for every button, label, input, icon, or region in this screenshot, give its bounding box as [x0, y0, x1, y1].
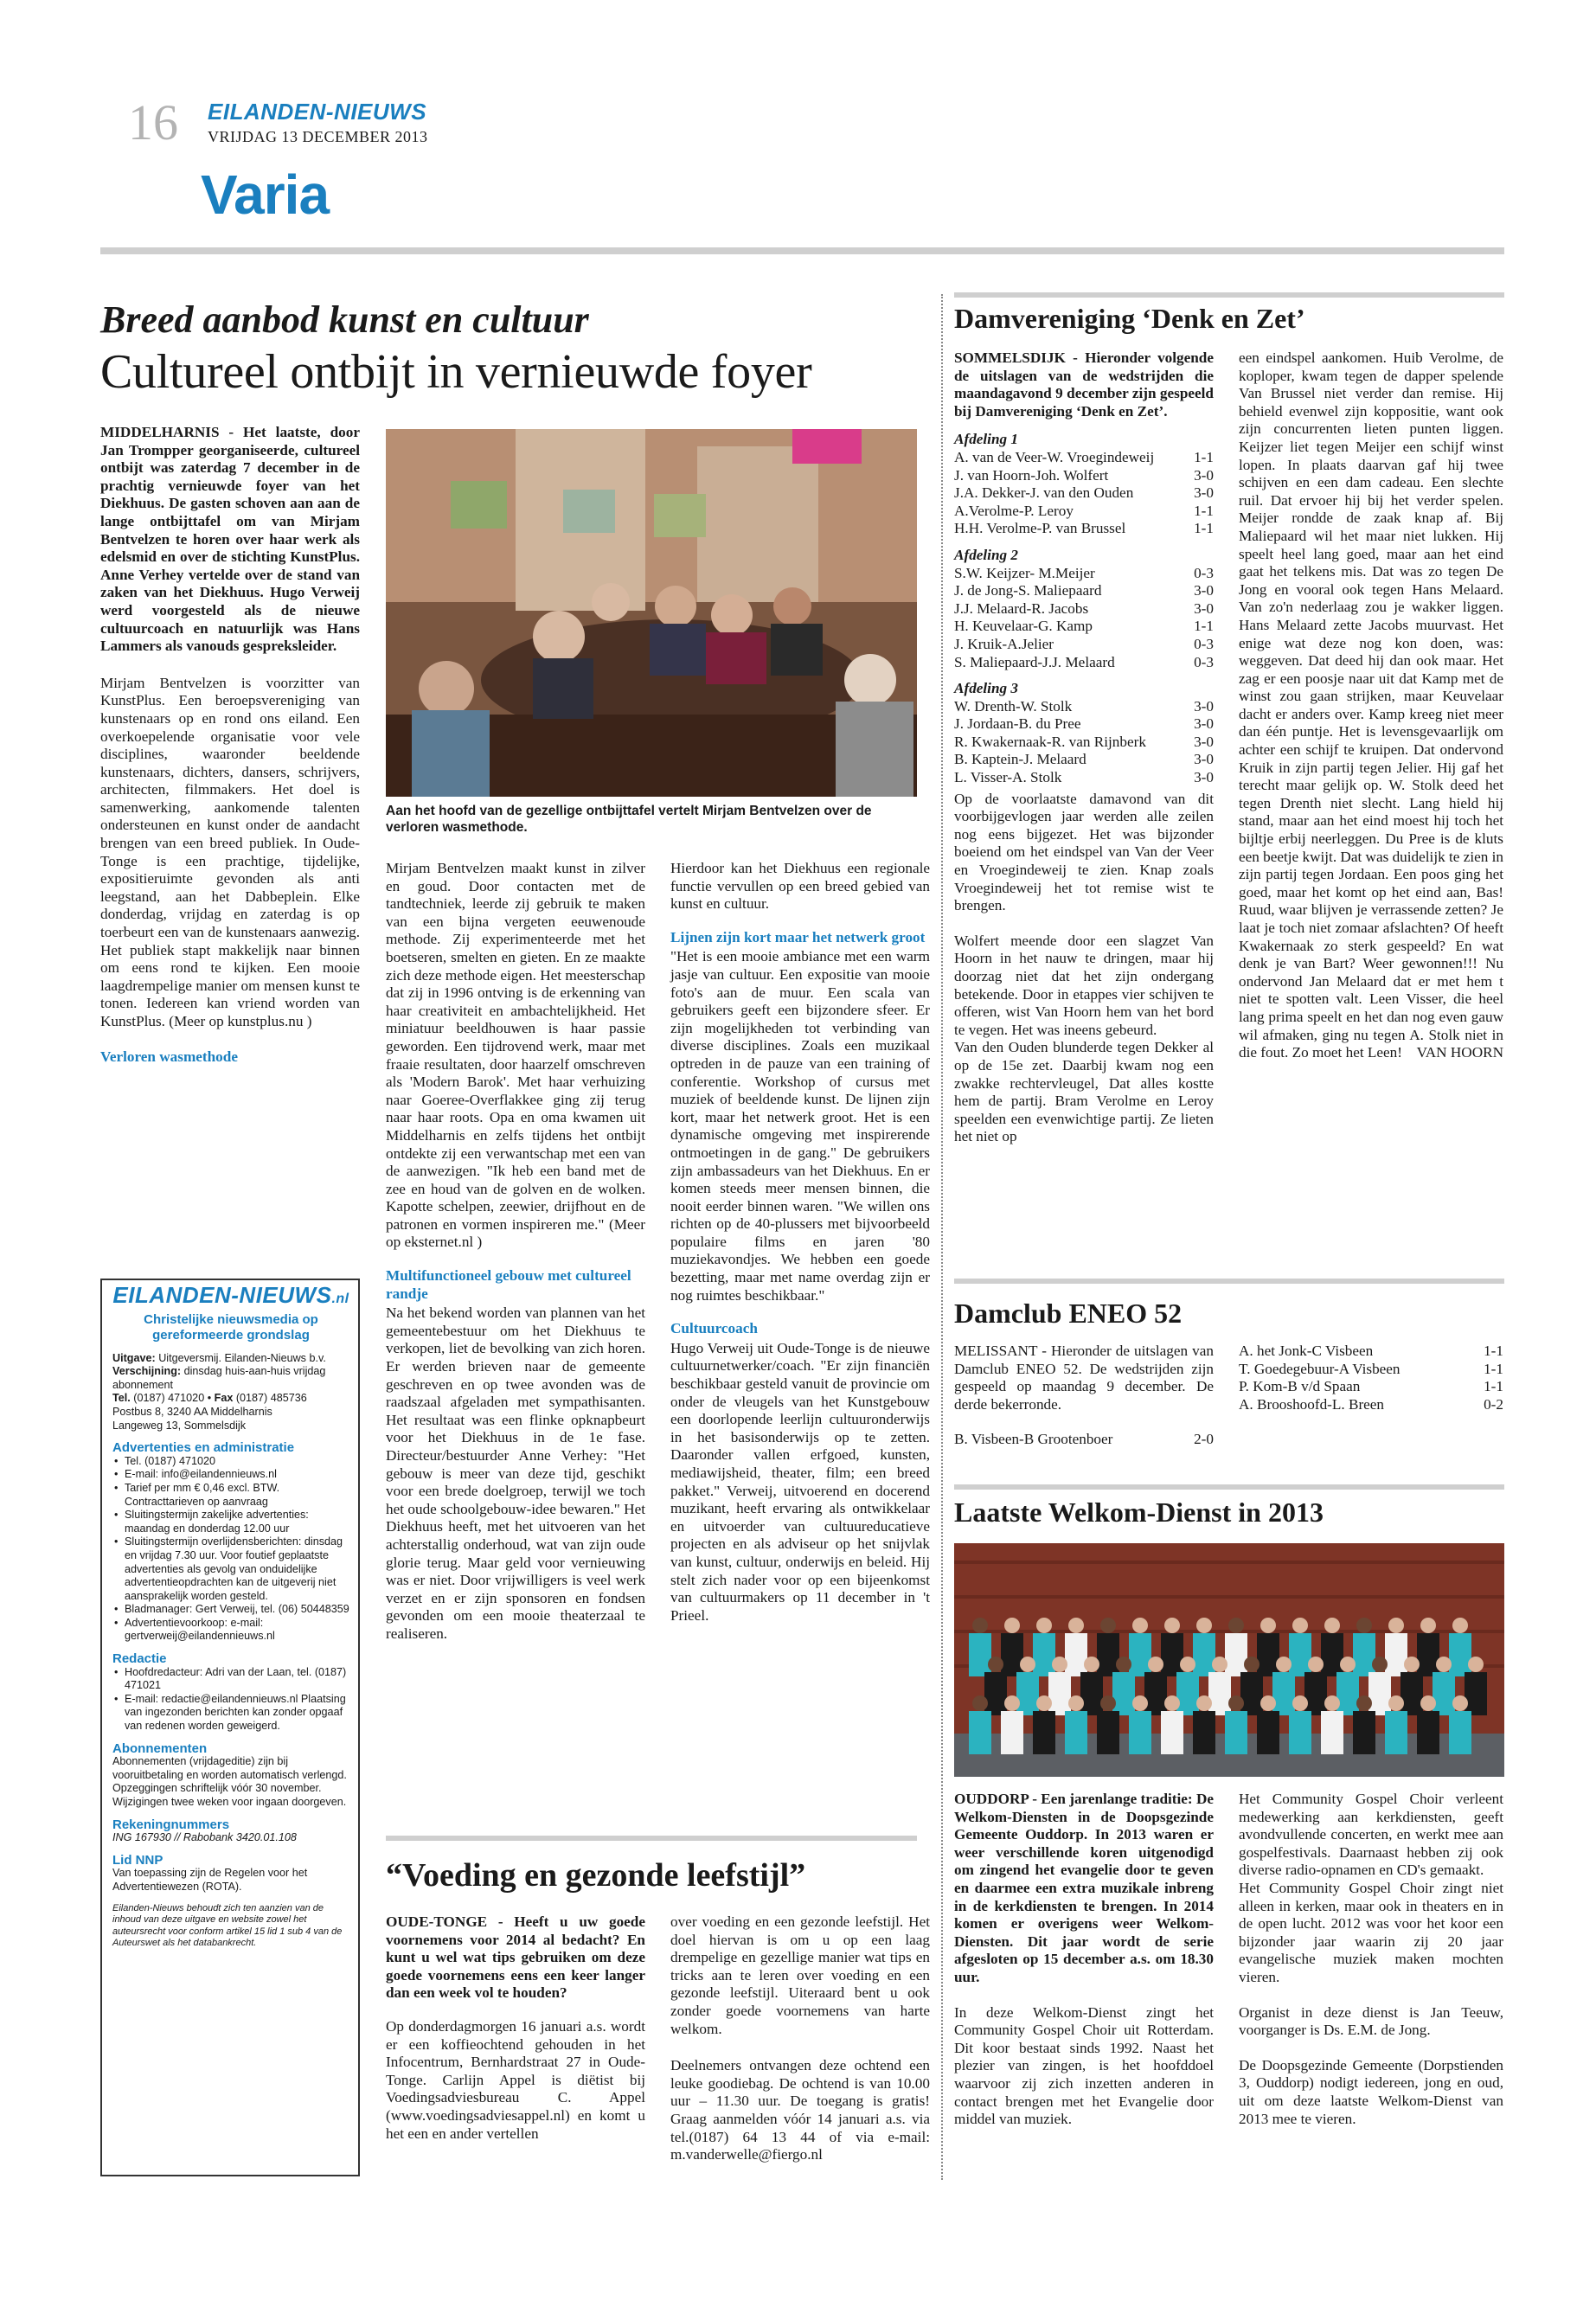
article-body: Mirjam Bentvelzen is voorzitter van KunstPlus. Een beroepsvereniging van kunstenaars op en rond ons eiland. Een overkoepelende organisatie voor vele disciplines, waaronder beeldende kunstenaars, dichters, dansers, schrijvers, architecten, filmmakers. Het doel is samenwerking, aankomende talenten ondersteunen en kunst onder de aandacht brengen van een breed publiek. In Oude-Tonge is een prachtige, tijdelijke, expositieruimte gevonden als anti leegstand, aan het Dabbeplein. Elke donderdag, vrijdag en zaterdag is op toerbeurt een van de kunstenaars aanwezig. Het publiek stapt makkelijk naar binnen om eens rond te kijken. Een mooie laagdrempelige manier om mensen kunst te tonen. Iedereen kan vriend worden van KunstPlus. (Meer op kunstplus.nu ): [100, 674, 360, 1029]
value: (0187) 485736: [235, 1392, 307, 1405]
welkom-top-rule: [954, 1484, 1504, 1490]
choir-member-body: [1368, 1672, 1391, 1715]
result-players: J. de Jong-S. Maliepaard: [954, 582, 1102, 599]
result-players: B. Kaptein-J. Melaard: [954, 751, 1086, 768]
result-row: [954, 618, 1214, 636]
choir-member-body: [1080, 1672, 1103, 1715]
colophon-heading: Redactie: [112, 1651, 167, 1667]
choir-member-body: [1417, 1633, 1439, 1676]
eneo-headline: Damclub ENEO 52: [954, 1298, 1183, 1329]
choir-member-body: [1225, 1633, 1247, 1676]
choir-member-head: [1372, 1657, 1388, 1672]
result-category: Afdeling 2: [954, 546, 1019, 563]
result-row: [954, 769, 1214, 787]
choir-member-head: [1468, 1657, 1484, 1672]
choir-member-body: [1257, 1711, 1279, 1754]
welkom-body: Het Community Gospel Choir verleent medewerking aan kerkdiensten, geeft avondvullende concerten, en werkt mee aan gospelfestivals. Daarnaast hebben zij ook diverse radio-opnamen en CD's gemaakt.: [1239, 1791, 1503, 1879]
article-lead: MIDDELHARNIS - Het laatste, door Jan Trompper georganiseerde, cultureel ontbijt was zaterdag 7 december in de prachtig vernieuwde foyer van het Diekhuus. De gasten schoven aan aan de lange ontbijttafel om van Mirjam Bentvelzen te horen over haar werk als edelsmid en over de stichting KunstPlus. Anne Verhey vertelde over de stand van zaken van het Diekhuus. Hugo Verweij werd voorgesteld als de nieuwe cultuurcoach en natuurlijk was Hans Lammers als vanouds gespreksleider.: [100, 424, 360, 655]
article2-body: Deelnemers ontvangen deze ochtend een leuke goodiebag. De ochtend is van 10.00 uur – 11.30 uur. De toegang is gratis! Graag aanmelden vóór 14 januari a.s. via tel.(0187) 64 13 44 of via e-mail: m.vanderwelle@fiergo.nl: [670, 2057, 930, 2163]
value: dinsdag huis-aan-huis vrijdag abonnement: [112, 1365, 326, 1391]
article-col-3: [670, 860, 930, 1625]
choir-member-body: [1272, 1672, 1295, 1715]
choir-member-body: [1144, 1672, 1167, 1715]
choir-member-head: [1324, 1695, 1340, 1711]
value: Uitgeversmij. Eilanden-Nieuws b.v.: [158, 1351, 326, 1364]
label: Uitgave:: [112, 1351, 156, 1364]
label: Tel.: [112, 1392, 131, 1405]
result-score: 1-1: [1484, 1378, 1503, 1395]
result-score: 1-1: [1484, 1360, 1503, 1377]
choir-member-head: [1164, 1618, 1180, 1633]
choir-member-body: [1097, 1711, 1119, 1754]
result-score: 0-3: [1194, 564, 1214, 581]
article-body: "Het is een mooie ambiance met een warm jasje van cultuur. Een expositie van mooie foto's aan de muur. Een scala van gebruikers geeft een bijzondere sfeer. Er zijn mogelijkheden tot verbinding van diverse disciplines. Zoals een muzikaal optreden in de pauze van een training of conferentie. Workshop of cursus met muziek of beeldende kunst. De lijnen zijn kort, maar het netwerk groot. Het is een dynamische omgeving met inspirerende ontmoetingen in de gang." De gebruikers zijn ambassadeurs van het Diekhuus. En er komen steeds meer mensen binnen, die nooit eerder binnen waren. "We willen ons richten op de 40-plussers met bijvoorbeeld populaire films en jaren '80 muziekavondjes. We hebben een goede bezetting, maar met name overdag zijn er nog ruimtes beschikbaar.": [670, 948, 930, 1304]
article2-body: over voeding en een gezonde leefstijl. Het doel hiervan is om u op een laag drempelige en gezellige manier wat tips en tricks aan te leren over voeding en een gezonde leefstijl. Uiteraard bent u ook zonder goede voornemens van harte welkom.: [670, 1913, 930, 2037]
choir-member-body: [984, 1672, 1007, 1715]
result-row: [954, 600, 1214, 619]
article-body: Hierdoor kan het Diekhuus een regionale functie vervullen op een breed gebied van kunst en cultuur.: [670, 860, 930, 913]
result-row: [954, 1431, 1214, 1449]
colophon-box: [100, 1279, 360, 2176]
choir-member-body: [1193, 1711, 1215, 1754]
result-row: [954, 449, 1214, 467]
colophon-heading: Abonnementen: [112, 1740, 208, 1756]
result-score: 0-3: [1194, 635, 1214, 652]
choir-member-body: [1033, 1633, 1055, 1676]
choir-member-body: [1353, 1633, 1375, 1676]
eneo-lead: MELISSANT - Hieronder de uitslagen van Damclub ENEO 52. De wedstrijden zijn gespeeld op maandag 9 december. De derde bekerronde.: [954, 1343, 1214, 1413]
label: Verschijning:: [112, 1365, 182, 1378]
choir-member-body: [1161, 1633, 1183, 1676]
choir-member-head: [1004, 1695, 1020, 1711]
choir-member-head: [1452, 1695, 1468, 1711]
result-players: A.Verolme-P. Leroy: [954, 502, 1074, 519]
choir-member-body: [1001, 1633, 1023, 1676]
choir-member-body: [1336, 1672, 1359, 1715]
colophon-tagline: Christelijke nieuwsmedia op gereformeerde grondslag: [144, 1311, 318, 1343]
result-score: 0-3: [1194, 653, 1214, 670]
result-players: J. van Hoorn-Joh. Wolfert: [954, 466, 1109, 484]
result-row: [1239, 1361, 1503, 1379]
choir-member-body: [1385, 1711, 1407, 1754]
list-item: • Sluitingstermijn zakelijke advertenties: maandag en donderdag 12.00 uur: [112, 1509, 349, 1535]
result-score: 3-0: [1194, 715, 1214, 733]
choir-member-body: [1289, 1711, 1311, 1754]
welkom-body: Organist in deze dienst is Jan Teeuw, voorganger is Ds. E.M. de Jong.: [1239, 2003, 1503, 2039]
dam-author: VAN HOORN: [1416, 1044, 1503, 1061]
result-players: J.J. Melaard-R. Jacobs: [954, 599, 1089, 617]
article-body: Mirjam Bentvelzen maakt kunst in zilver en goud. Door contacten met de tandtechniek, leerde zij gebruik te maken van een bijna vergeten eeuwenoude methode. Zij experimenteerde met het boetseren, smelten en gieten. En ze maakte zich deze methode eigen. Het meesterschap dat zij in 1996 ontving is de erkenning van haar creativiteit en ambachtelijkheid. Het miniatuur beeldhouwen is haar passie geworden. Een tijdrovend werk, maar met fraaie resultaten, door haarzelf omschreven als 'Modern Barok'. Met haar verhuizing naar Goeree-Overflakkee ging zij terug naar haar roots. Opa en oma kwamen uit Middelharnis en zelfs tijdens het ontbijt ontdekte zij een verwantschap met een van de aanwezigen. "Ik heb een band met de zee en houd van de golven en de wolken. Kapotte schelpen, zeewier, drijfhout en de patronen en vormen inspireren me." (Meer op eksternet.nl ): [386, 860, 645, 1251]
dam-col-1: [954, 349, 1214, 1146]
colophon-phone: Tel. (0187) 471020 • Fax (0187) 485736: [112, 1392, 307, 1405]
choir-member-body: [969, 1633, 991, 1676]
eneo-results: [954, 1431, 1214, 1449]
choir-member-body: [1465, 1672, 1487, 1715]
dam-headline: Damvereniging ‘Denk en Zet’: [954, 303, 1305, 334]
choir-member-body: [1048, 1672, 1071, 1715]
choir-member-head: [1340, 1657, 1356, 1672]
result-row: [954, 734, 1214, 752]
colophon-uitgave: [112, 1352, 349, 1366]
choir-photo-image: [954, 1543, 1504, 1777]
choir-member-body: [1304, 1672, 1327, 1715]
result-players: A. Brooshoofd-L. Breen: [1239, 1395, 1385, 1413]
choir-member-head: [1052, 1657, 1067, 1672]
result-score: 3-0: [1194, 466, 1214, 484]
choir-member-body: [1449, 1711, 1471, 1754]
colophon-adv-list: [112, 1455, 349, 1644]
dam-lead: SOMMELSDIJK - Hieronder volgende de uitslagen van de wedstrijden die maandagavond 9 december zijn gespeeld bij Damvereniging ‘Denk en Zet’.: [954, 349, 1214, 420]
section-title: Varia: [201, 163, 330, 226]
list-item: • Bladmanager: Gert Verweij, tel. (06) 50448359: [112, 1603, 349, 1617]
result-players: H. Keuvelaar-G. Kamp: [954, 618, 1093, 635]
list-item: • Hoofdredacteur: Adri van der Laan, tel. (0187) 471021: [112, 1666, 349, 1693]
result-score: 1-1: [1194, 618, 1214, 635]
result-players: J.A. Dekker-J. van den Ouden: [954, 484, 1134, 502]
choir-member-head: [1196, 1695, 1212, 1711]
result-row: [954, 636, 1214, 654]
choir-member-body: [1240, 1672, 1263, 1715]
choir-member-head: [1356, 1618, 1372, 1633]
choir-member-head: [1260, 1695, 1276, 1711]
result-row: [954, 582, 1214, 600]
article-subhead: Multifunctioneel gebouw met cultureel randje: [386, 1267, 631, 1302]
choir-member-body: [1193, 1633, 1215, 1676]
article-subhead: Lijnen zijn kort maar het netwerk groot: [670, 928, 926, 945]
choir-member-head: [1404, 1657, 1420, 1672]
choir-member-body: [1321, 1711, 1343, 1754]
choir-member-head: [1228, 1695, 1244, 1711]
welkom-col-2: [1239, 1791, 1503, 2128]
choir-member-head: [1068, 1695, 1084, 1711]
result-row: [954, 654, 1214, 672]
choir-member-body: [1417, 1711, 1439, 1754]
dam-body: Wolfert meende door een slagzet Van Hoorn in het nauw te dringen, maar hij doorzag niet dat het zijn ondergang betekende. Door in etappes vier schijven te offeren, wist Van Hoorn hem van het bord te vegen. Het was ineens gebeurd.: [954, 932, 1214, 1038]
result-score: 1-1: [1484, 1343, 1503, 1359]
result-row: [954, 484, 1214, 503]
colophon-address: Langeweg 13, Sommelsdijk: [112, 1419, 247, 1432]
result-players: L. Visser-A. Stolk: [954, 769, 1062, 786]
choir-member-head: [1212, 1657, 1227, 1672]
choir-member-head: [1388, 1618, 1404, 1633]
eneo-results: [1239, 1343, 1503, 1413]
choir-member-body: [1129, 1711, 1151, 1754]
choir-member-head: [1196, 1618, 1212, 1633]
choir-member-head: [1132, 1618, 1148, 1633]
choir-member-head: [972, 1695, 988, 1711]
choir-member-head: [1228, 1618, 1244, 1633]
choir-member-head: [1084, 1657, 1099, 1672]
result-row: [1239, 1343, 1503, 1361]
result-players: S.W. Keijzer- M.Meijer: [954, 564, 1095, 581]
choir-member-body: [1289, 1633, 1311, 1676]
choir-member-body: [1016, 1672, 1039, 1715]
result-score: 1-1: [1194, 520, 1214, 537]
result-players: B. Visbeen-B Grootenboer: [954, 1431, 1113, 1448]
list-item: • Advertentievoorkoop: e-mail: gertverweij@eilandennieuws.nl: [112, 1617, 349, 1644]
article2-lead: OUDE-TONGE - Heeft u uw goede voornemens voor 2014 al bedacht? En kunt u wel wat tips gebruiken om deze goede voornemens eens een keer langer dan een week vol te houden?: [386, 1913, 645, 2002]
choir-member-head: [1020, 1657, 1035, 1672]
choir-member-body: [1065, 1711, 1087, 1754]
article-headline: Cultureel ontbijt in vernieuwde foyer: [100, 345, 812, 399]
choir-member-head: [1292, 1695, 1308, 1711]
choir-member-body: [1001, 1711, 1023, 1754]
colophon-address: Postbus 8, 3240 AA Middelharnis: [112, 1405, 272, 1418]
choir-member-head: [1116, 1657, 1131, 1672]
choir-member-head: [1004, 1618, 1020, 1633]
choir-member-body: [1257, 1633, 1279, 1676]
list-item: • Tarief per mm € 0,46 excl. BTW. Contracttarieven op aanvraag: [112, 1482, 349, 1509]
colophon-text: Abonnementen (vrijdageditie) zijn bij vooruitbetaling en worden automatisch verlengd. Opzeggingen schriftelijk vóór 30 november. Wijzigingen twee weken voor ingaan doorgeven.: [112, 1755, 347, 1808]
result-score: 3-0: [1194, 751, 1214, 768]
result-row: [954, 503, 1214, 521]
choir-photo: [954, 1543, 1504, 1777]
eneo-col-1: [954, 1343, 1214, 1449]
result-players: J. Jordaan-B. du Pree: [954, 715, 1081, 733]
dam-body: Van den Ouden blunderde tegen Dekker al op de 15e zet. Daarbij kwam nog een zwakke rechtervleugel, Dat alles kostte hem de partij. Bram Verolme en Leroy speelden een evenwichtige partij. Ze lieten het niet op: [954, 1039, 1214, 1145]
result-category: Afdeling 1: [954, 431, 1019, 448]
column-separator: [941, 294, 943, 2180]
result-score: 3-0: [1194, 769, 1214, 786]
result-row: [954, 751, 1214, 769]
colophon-brand-suffix: .nl: [331, 1292, 349, 1306]
result-row: [954, 698, 1214, 716]
result-players: A. van de Veer-W. Vroegindeweij: [954, 448, 1155, 465]
article2-body: Op donderdagmorgen 16 januari a.s. wordt er een koffieochtend gehouden in het Infocentrum, Bernhardstraat 27 in Oude-Tonge. Carlijn Appel is diëtist bij Voedingsadviesbureau C. Appel (www.voedingsadviesappel.nl) en komt u het een en ander vertellen: [386, 2017, 645, 2142]
list-item: • E-mail: redactie@eilandennieuws.nl Plaatsing van ingezonden berichten kan zonder opgaaf van redenen worden geweigerd.: [112, 1693, 349, 1734]
article-subhead: Cultuurcoach: [670, 1320, 758, 1337]
choir-member-body: [1065, 1633, 1087, 1676]
colophon-heading: Rekeningnummers: [112, 1817, 230, 1832]
welkom-body: In deze Welkom-Dienst zingt het Community Gospel Choir uit Rotterdam. Dit koor bestaat sinds 1992. Naast het plezier van zingen, is het hoofddoel waarvoor zij zich inzetten anderen in contact brengen met het Evangelie door middel van muziek.: [954, 2003, 1214, 2128]
choir-member-head: [988, 1657, 1003, 1672]
choir-member-head: [1436, 1657, 1452, 1672]
result-players: A. het Jonk-C Visbeen: [1239, 1343, 1374, 1359]
choir-member-head: [1100, 1618, 1116, 1633]
choir-member-body: [1433, 1672, 1455, 1715]
choir-member-head: [1420, 1618, 1436, 1633]
colophon-redactie-list: [112, 1666, 349, 1734]
choir-member-head: [1324, 1618, 1340, 1633]
welkom-body: De Doopsgezinde Gemeente (Dorpstienden 3, Ouddorp) nodigt iedereen, jong en oud, uit om deze laatste Welkom-Dienst van 2013 mee te vieren.: [1239, 2056, 1503, 2127]
colophon-brand-row: [112, 1282, 349, 1308]
article-subhead: Verloren wasmethode: [100, 1048, 238, 1065]
result-players: W. Drenth-W. Stolk: [954, 697, 1073, 715]
choir-member-head: [1036, 1695, 1052, 1711]
dam-body: Op de voorlaatste damavond van dit voorbijgevlogen jaar werden alle zeilen nog eens bijgezet. Het was bijzonder boeiend om het eindspel van Van der Veer en Vroegindeweij te zien. Knap zoals Vroegindeweij het tot remise wist te brengen.: [954, 790, 1214, 914]
colophon-text: ING 167930 // Rabobank 3420.01.108: [112, 1831, 297, 1844]
header-rule: [100, 247, 1504, 254]
choir-member-body: [1353, 1711, 1375, 1754]
choir-member-head: [1132, 1695, 1148, 1711]
result-players: J. Kruik-A.Jelier: [954, 635, 1054, 652]
choir-member-body: [1208, 1672, 1231, 1715]
result-players: S. Maliepaard-J.J. Melaard: [954, 653, 1115, 670]
article-col-1: [100, 424, 360, 1067]
choir-member-body: [969, 1711, 991, 1754]
choir-member-head: [1452, 1618, 1468, 1633]
colophon-verschijning: [112, 1365, 349, 1392]
result-score: 3-0: [1194, 484, 1214, 502]
welkom-lead: OUDDORP - Een jarenlange traditie: De Welkom-Diensten in de Doopsgezinde Gemeente Ouddorp. In 2013 waren er weer verschillende koren uitgenodigd om zingend het evangelie door te geven en daarmee een extra muzikale inbreng in de kerkdiensten te brengen. In 2014 komen er overigens weer Welkom-Diensten. Dit jaar wordt de serie afgesloten op 15 december a.s. om 18.30 uur.: [954, 1791, 1214, 1985]
choir-member-body: [1321, 1633, 1343, 1676]
article-body: Na het bekend worden van plannen van het gemeentebestuur om het Diekhuus te verkopen, liet de bevolking van zich horen. Er werden brieven naar de gemeente geschreven en op twee avonden was de raadszaal afgeladen met sympathisanten. Het resultaat was een flinke opknapbeurt voor het Diekhuus in de 1e fase. Directeur/bestuurder Anne Verhey: "Het gebouw is meer van deze tijd, geschikt voor een brede doelgroep, terwijl we toch het oude schoolgebouw-idee bewaren." Het Diekhuus heeft, met het uitvoeren van het achterstallig onderhoud, wat van zijn oude glorie terug. Maar geld voor vernieuwing was er niet. Door vrijwilligers is veel werk verzet en er zijn sponsoren en fondsen gevonden om een mooie theaterzaal te realiseren.: [386, 1304, 645, 1642]
choir-member-head: [1308, 1657, 1324, 1672]
result-players: R. Kwakernaak-R. van Rijnberk: [954, 733, 1146, 750]
label: Fax: [214, 1392, 234, 1405]
choir-member-body: [1097, 1633, 1119, 1676]
result-score: 3-0: [1194, 697, 1214, 715]
dam-top-rule: [954, 292, 1504, 298]
choir-member-head: [1100, 1695, 1116, 1711]
result-row: [1239, 1378, 1503, 1396]
article-kicker: Breed aanbod kunst en cultuur: [100, 298, 589, 341]
breakfast-photo: [386, 429, 917, 797]
result-row: [954, 715, 1214, 734]
choir-member-body: [1449, 1633, 1471, 1676]
colophon-disclaimer: Eilanden-Nieuws behoudt zich ten aanzien van de inhoud van deze uitgave en website zowel het auteursrecht voor conform artikel 15 lid 1 sub 4 van de Auteurswet als het databankrecht.: [112, 1902, 343, 1949]
result-row: [954, 565, 1214, 583]
paper-name: EILANDEN-NIEUWS: [208, 99, 427, 125]
choir-member-head: [1356, 1695, 1372, 1711]
result-category: Afdeling 3: [954, 680, 1019, 697]
dam-body: een eindspel aankomen. Huib Verolme, de koploper, kwam tegen de dapper spelende Van Brussel niet verder dan remise. Hij behield evenwel zijn koppositie, want ook zijn concurrenten lieten punten liggen. Keijzer liet tegen Meijer een schijf winst lopen. In plaats daarvan gaf hij twee schijven en een dam cadeau. Een slechte ruil. Dat ervoer hij bij het verder spelen. Meijer rondde de zaak knap af. Bij Maliepaard wil het maar niet lukken. Hij speelt heel lang goed, maar aan het eind gaat het telkens mis. Dat was zo tegen De Jong en vooral ook tegen Hans Melaard. Van zo'n nederlaag zou je wakker liggen. Hans Melaard zette Jacobs muurvast. Het enige wat deze nog kon doen, was: weggeven. Dat deed hij dan ook maar. Het zag er een poosje naar uit dat Kamp met de winst zou gaan strijken, maar Keuvelaar dacht er anders over. Kamp kreeg niet meer dan één puntje. Het is levensgevaarlijk om achter een schijf te kruipen. Dat ondervond Kruik in zijn partij tegen Jelier. Hij gaf het terecht maar gelijk op. W. Stolk deed het tegen Drenth niet slecht. Lang hield hij stand, maar aan het eind moest hij toch het bijltje erbij neerleggen. Du Pree is de kluts een beetje kwijt. Dat was duidelijk te zien in zijn partij tegen Jordaan. Een poos ging het goed, maar het komt op het eind aan, Bas! Ruud, waar blijven je verrassende zetten? Je laat je toch niet zomaar afslachten? Of heeft Kwakernaak zo sterk gespeeld? En wat denk je van Bart? Weer gewonnen!!! Nu ondervond Jan Melaard dat er met hem t niet te spotten valt. Leen Visser, die heel lang prima speelt en het dan nog even gauw wil afmaken, ging nu tegen A. Stolk niet in die fout. Zo moet het Leen!: [1239, 349, 1503, 1061]
page-number: 16: [128, 94, 178, 151]
article2-top-rule: [386, 1836, 917, 1841]
list-item: • Sluitingstermijn overlijdensberichten: dinsdag en vrijdag 7.30 uur. Voor foutief geplaatste advertenties als gevolg van onduidelijke advertentieopdrachten kan de uitgeverij niet aansprakelijk worden gesteld.: [112, 1535, 349, 1603]
list-item: • Tel. (0187) 471020: [112, 1455, 349, 1469]
colophon-brand: EILANDEN-NIEUWS: [112, 1282, 332, 1308]
choir-member-head: [1420, 1695, 1436, 1711]
result-score: 3-0: [1194, 733, 1214, 750]
result-score: 1-1: [1194, 448, 1214, 465]
result-players: H.H. Verolme-P. van Brussel: [954, 520, 1126, 537]
result-score: 1-1: [1194, 502, 1214, 519]
list-item: • E-mail: info@eilandennieuws.nl: [112, 1468, 349, 1482]
colophon-heading: Lid NNP: [112, 1852, 163, 1868]
choir-member-head: [1036, 1618, 1052, 1633]
choir-member-head: [1244, 1657, 1259, 1672]
welkom-headline: Laatste Welkom-Dienst in 2013: [954, 1497, 1324, 1528]
article-col-2: [386, 860, 645, 1644]
article2-col-2: [670, 1913, 930, 2164]
article2-headline: “Voeding en gezonde leefstijl”: [386, 1857, 806, 1894]
choir-member-body: [1401, 1672, 1423, 1715]
result-row: [954, 520, 1214, 538]
choir-member-body: [1033, 1711, 1055, 1754]
choir-member-body: [1176, 1672, 1199, 1715]
choir-member-head: [1388, 1695, 1404, 1711]
dam-col-2: [1239, 349, 1503, 1062]
result-score: 0-2: [1484, 1395, 1503, 1413]
welkom-body: Het Community Gospel Choir zingt niet alleen in kerken, maar ook in theaters en in de open lucht. 2012 was voor het koor een bijzonder jaar waarin zij 20 jaar evangelische muziek maken mochten vieren.: [1239, 1879, 1503, 1985]
result-score: 3-0: [1194, 599, 1214, 617]
choir-member-head: [972, 1618, 988, 1633]
colophon-heading: Advertenties en administratie: [112, 1440, 295, 1456]
choir-member-head: [1148, 1657, 1163, 1672]
choir-member-body: [1161, 1711, 1183, 1754]
choir-member-body: [1385, 1633, 1407, 1676]
result-row: [1239, 1396, 1503, 1414]
article2-col-1: [386, 1913, 645, 2143]
breakfast-photo-image: [386, 429, 917, 797]
photo-caption: Aan het hoofd van de gezellige ontbijttafel vertelt Mirjam Bentvelzen over de verloren wasmethode.: [386, 804, 872, 835]
choir-member-head: [1276, 1657, 1292, 1672]
welkom-col-1: [954, 1791, 1214, 2129]
result-score: 2-0: [1194, 1431, 1214, 1448]
result-row: [954, 467, 1214, 485]
result-players: T. Goedegebuur-A Visbeen: [1239, 1360, 1401, 1377]
eneo-top-rule: [954, 1279, 1504, 1284]
choir-member-head: [1180, 1657, 1195, 1672]
article-body: Hugo Verweij uit Oude-Tonge is de nieuwe cultuurnetwerker/coach. "Er zijn financiën beschikbaar gesteld vanuit de provincie om onder de vleugels van het Kunstgebouw een doorlopende leerlijn cultuuronderwijs in het basisonderwijs op te zetten. Daaronder vallen erfgoed, kunsten, mediawijsheid, theater, film; een breed pakket." Verweij, uitvoerend en docerend muzikant, heeft ervaring als ontwikkelaar en uitvoerder van cultuureducatieve projecten en als adviseur op het snijvlak van kunst, cultuur, onderwijs en beleid. Hij stelt zich nader voor op een bijeenkomst van cultuurmakers op 11 december in 't Prieel.: [670, 1339, 930, 1624]
choir-member-body: [1225, 1711, 1247, 1754]
choir-member-body: [1129, 1633, 1151, 1676]
choir-member-head: [1260, 1618, 1276, 1633]
colophon-text: Van toepassing zijn de Regelen voor het Advertentiewezen (ROTA).: [112, 1867, 308, 1893]
choir-member-head: [1164, 1695, 1180, 1711]
choir-member-head: [1292, 1618, 1308, 1633]
choir-member-body: [1112, 1672, 1135, 1715]
result-score: 3-0: [1194, 582, 1214, 599]
dam-results: [954, 431, 1214, 786]
page-date: VRIJDAG 13 DECEMBER 2013: [208, 128, 428, 145]
result-players: P. Kom-B v/d Spaan: [1239, 1378, 1361, 1395]
choir-member-head: [1068, 1618, 1084, 1633]
value: (0187) 471020: [133, 1392, 205, 1405]
